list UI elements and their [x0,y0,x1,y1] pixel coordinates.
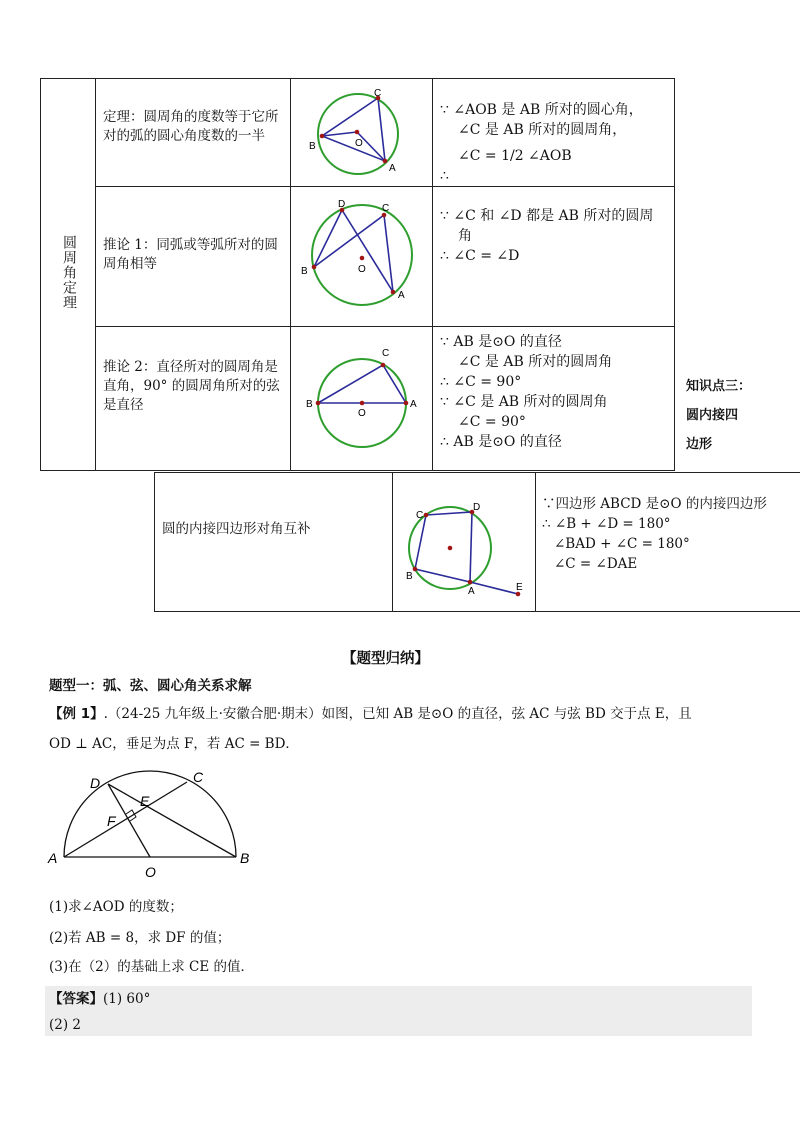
answer-box [45,986,752,1036]
proof-line: ∴ ∠C = ∠D [440,248,520,264]
quadrilateral-proof [542,494,767,574]
fig-label: O [358,264,366,275]
type1-title: 题型一：弧、弦、圆心角关系求解 [49,678,252,694]
fig-label: O [145,864,156,880]
fig-label: B [306,399,313,410]
proof-line: ∠C = 1/2 ∠AOB [458,148,572,164]
fig-label: E [516,582,523,593]
proof-line: ∴ [440,168,449,184]
proof-line: ∵ ∠AOB 是 AB 所对的圆心角， [440,102,643,118]
knowledge-point-label: 知识点三： 圆内接四 边形 [686,379,752,452]
fig-label: C [382,348,390,359]
proof-line: ∵ AB 是⊙O 的直径 [440,334,562,350]
fig-label: A [389,163,396,174]
corollary2-figure [302,340,427,455]
fig-label: B [240,850,250,866]
corollary1-proof [440,206,653,266]
fig-label: B [309,141,316,152]
proof-line: 角 [458,228,472,244]
fig-label: C [416,510,424,521]
fig-label: C [193,769,204,785]
fig-label: B [301,266,308,277]
theorem-text: 定理：圆周角的度数等于它所对的弧的圆心角度数的一半 [103,109,279,144]
corollary2-proof [440,332,612,452]
side-label: 圆周角定理 [61,235,77,310]
fig-label: D [338,199,346,210]
proof-line: ∠C 是 AB 所对的圆周角 [458,354,613,370]
proof-line: ∴ AB 是⊙O 的直径 [440,434,562,450]
example-label: 【例 1】 [49,706,104,722]
fig-label: D [90,775,101,791]
theorem-figure [300,86,425,181]
proof-line: ∵四边形 ABCD 是⊙O 的内接四边形 [542,496,767,512]
proof-line: ∵ ∠C 和 ∠D 都是 AB 所对的圆周 [440,208,654,224]
example-line1: 【例 1】.（24-25 九年级上·安徽合肥·期末）如图，已知 AB 是⊙O 的直径，弦 AC 与弦 BD 交于点 E，且 [49,706,692,722]
answer-label: 【答案】 [49,991,103,1007]
proof-line: ∠C 是 AB 所对的圆周角， [458,122,627,138]
quadrilateral-figure [400,496,530,602]
proof-line: ∠C = 90° [458,414,526,430]
fig-label: C [382,203,390,214]
fig-label: A [398,290,405,301]
quadrilateral-text: 圆的内接四边形对角互补 [162,521,311,537]
fig-label: C [374,88,382,99]
question-2: (2)若 AB = 8，求 DF 的值； [49,930,231,946]
answer-line-1: 【答案】(1) 60° [49,991,151,1007]
fig-label: E [140,793,150,809]
fig-label: F [107,813,116,829]
proof-line: ∠BAD + ∠C = 180° [554,536,690,552]
proof-line: ∠C = ∠DAE [554,556,638,572]
fig-label: A [468,586,475,597]
fig-label: A [48,850,58,866]
corollary1-text: 推论 1：同弧或等弧所对的圆周角相等 [103,237,278,272]
corollary1-figure [298,196,428,316]
question-3: (3)在（2）的基础上求 CE 的值． [49,959,254,975]
proof-line: ∴ ∠B + ∠D = 180° [542,516,671,532]
fig-label: O [355,138,363,149]
example-figure [40,762,265,884]
fig-label: O [358,408,366,419]
fig-label: A [410,399,417,410]
example-line2: OD ⊥ AC，垂足为点 F，若 AC = BD． [49,736,299,752]
proof-line: ∴ ∠C = 90° [440,374,522,390]
corollary2-text: 推论 2：直径所对的圆周角是直角，90° 的圆周角所对的弦是直径 [103,359,280,413]
section-title: 【题型归纳】 [342,651,429,667]
answer-line-2: (2) 2 [49,1017,82,1033]
fig-label: B [406,571,413,582]
proof-line: ∵ ∠C 是 AB 所对的圆周角 [440,394,608,410]
fig-label: D [473,502,481,513]
theorem-proof [440,100,643,182]
question-1: (1)求∠AOD 的度数； [49,899,183,915]
